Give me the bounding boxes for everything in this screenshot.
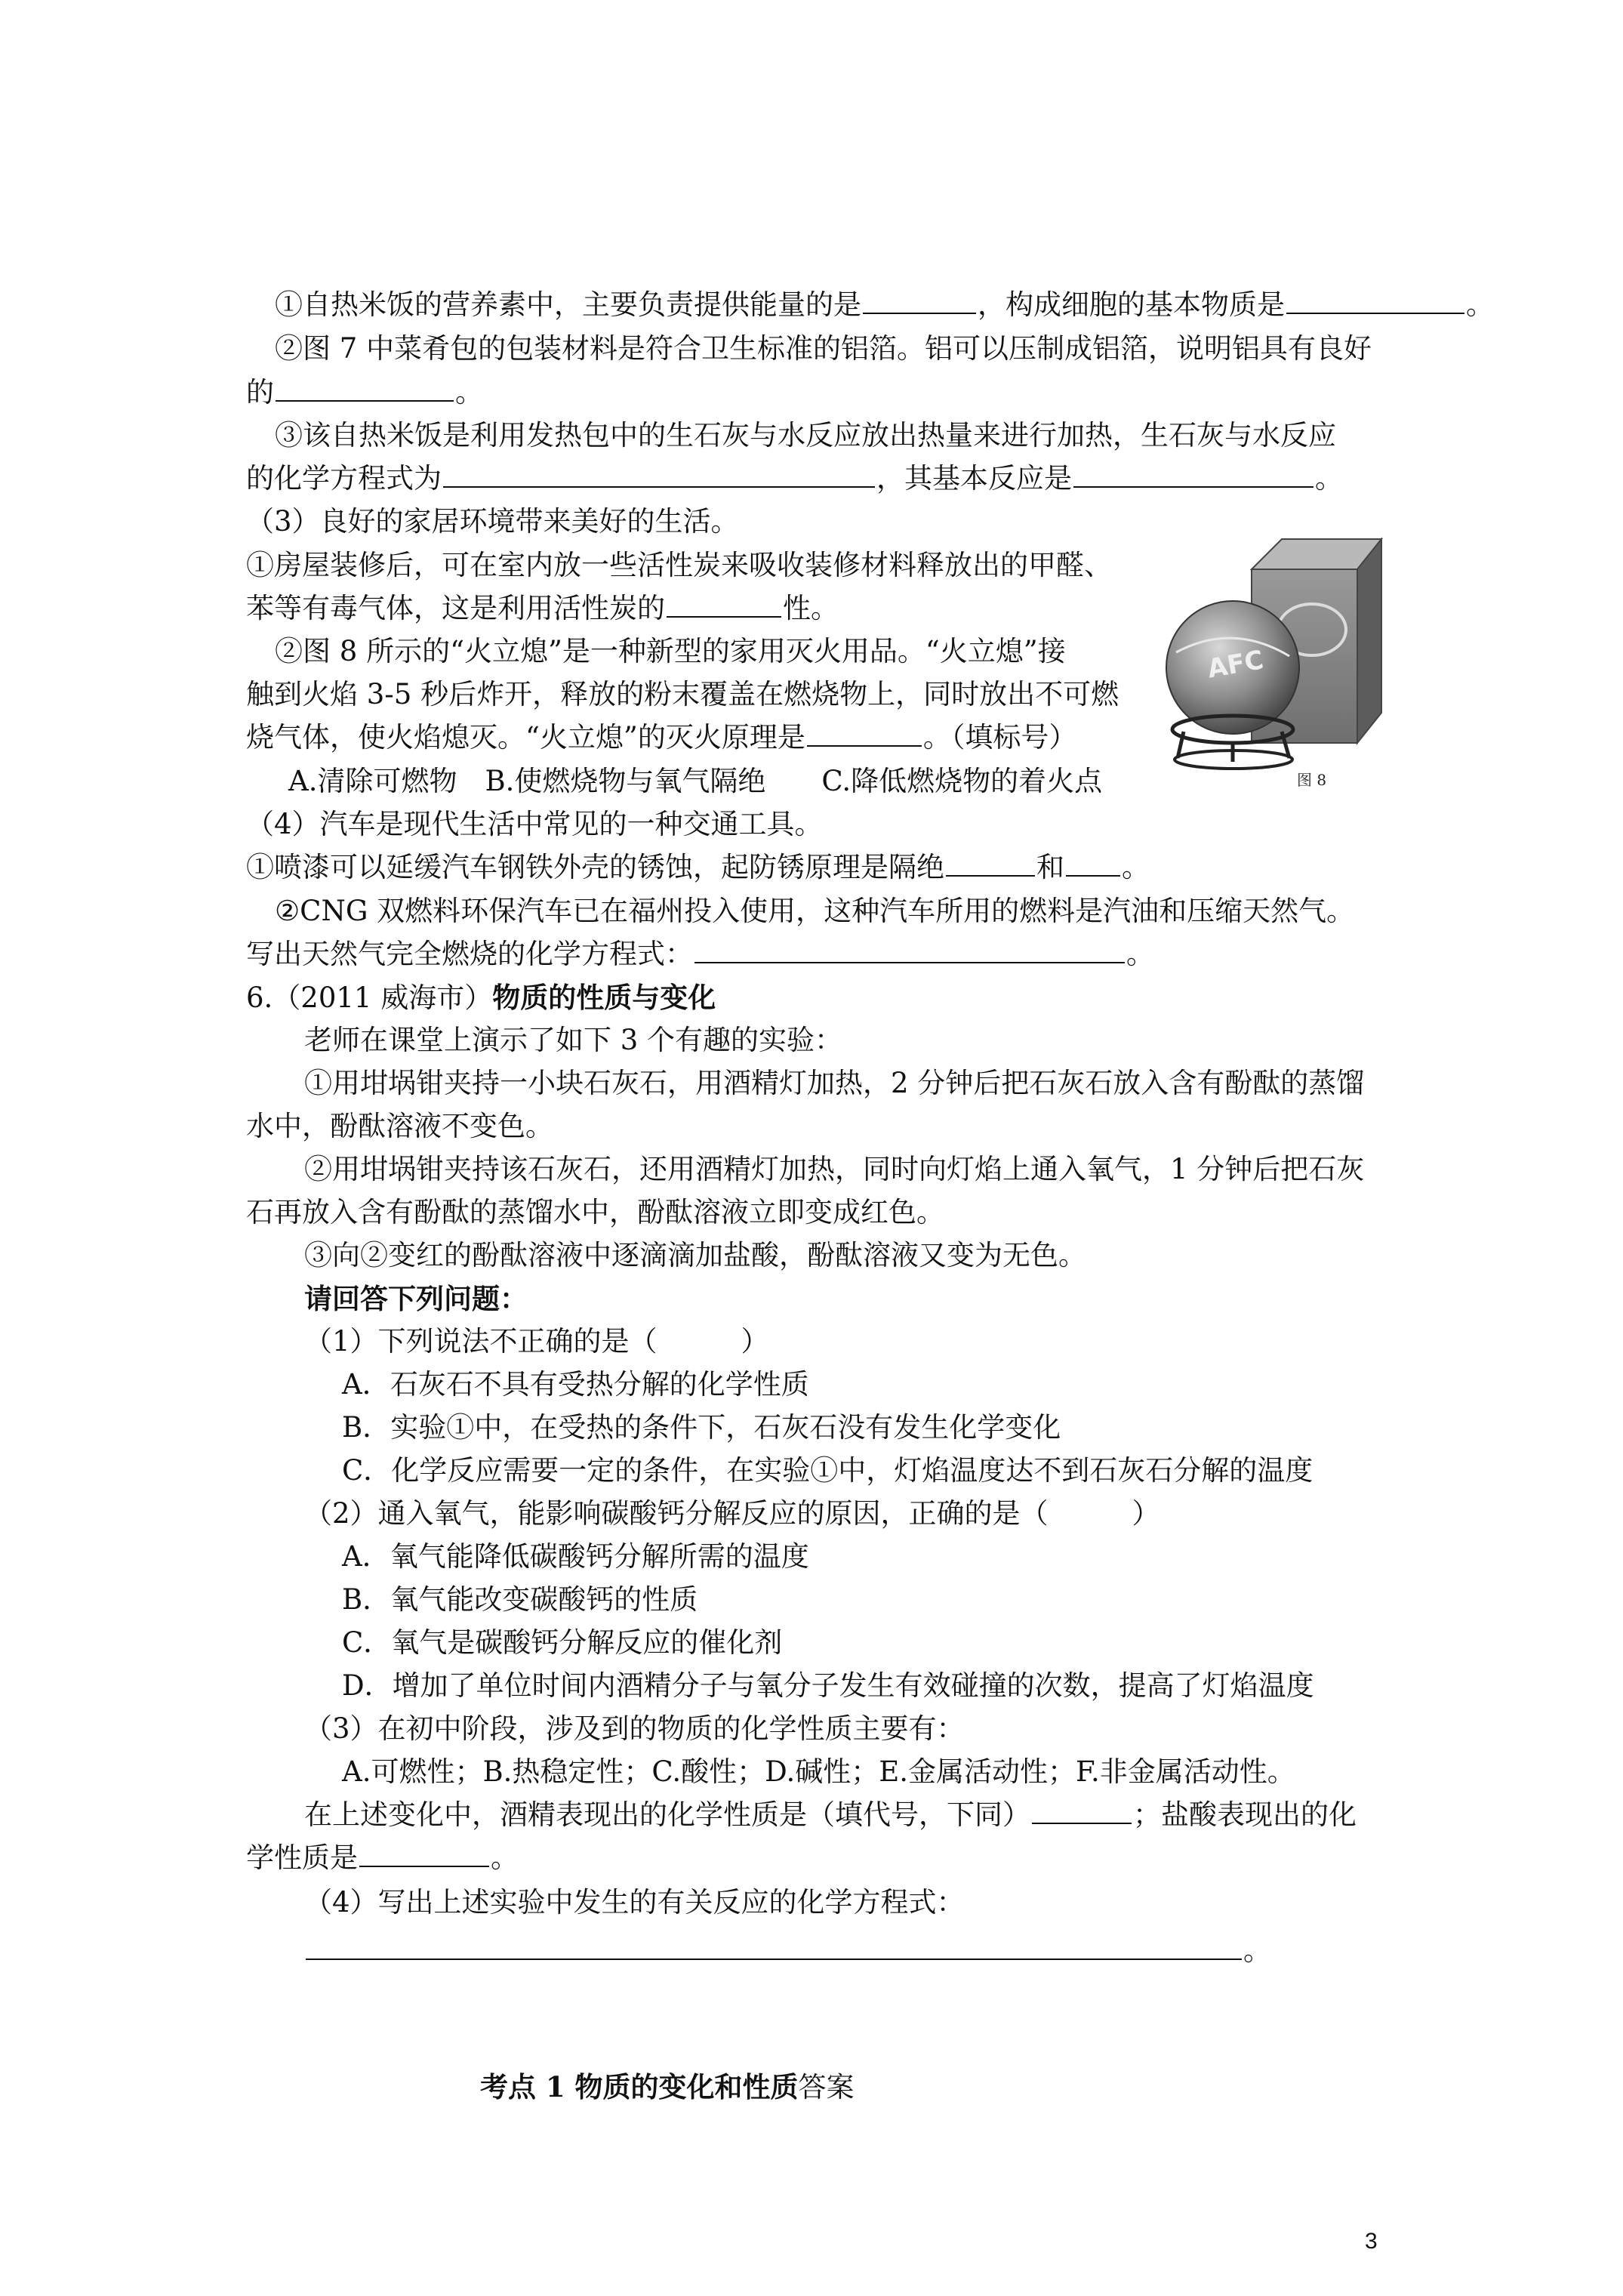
answer-blank[interactable] <box>1286 287 1464 314</box>
answer-blank[interactable] <box>276 374 454 402</box>
s1-line2: ②图 7 中菜肴包的包装材料是符合卫生标准的铝箔。铝可以压制成铝箔，说明铝具有良好 <box>275 332 1372 365</box>
s3-line3: ②图 8 所示的“火立熄”是一种新型的家用灭火用品。“火立熄”接 <box>275 635 1066 667</box>
answer-blank[interactable] <box>863 287 976 314</box>
answer-blank[interactable] <box>807 720 922 747</box>
s4-line2: ②CNG 双燃料环保汽车已在福州投入使用，这种汽车所用的燃料是汽油和压缩天然气。 <box>275 895 1355 927</box>
q6-part1-option-b: B．实验①中，在受热的条件下，石灰石没有发生化学变化 <box>342 1411 1061 1444</box>
q6-part4: （4）写出上述实验中发生的有关反应的化学方程式： <box>304 1886 965 1918</box>
q6-part3-line-a: 在上述变化中，酒精表现出的化学性质是（填代号，下同） ；盐酸表现出的化 <box>304 1798 1357 1831</box>
answer-blank[interactable] <box>946 849 1035 877</box>
s1-line5: 的化学方程式为 ，其基本反应是 。 <box>246 462 1343 495</box>
answer-blank[interactable] <box>306 1933 1242 1960</box>
q6-intro: 老师在课堂上演示了如下 3 个有趣的实验： <box>304 1024 843 1056</box>
q6-heading: 6.（2011 威海市）物质的性质与变化 <box>246 981 716 1014</box>
answer-blank[interactable] <box>1073 461 1313 488</box>
answer-blank[interactable] <box>443 461 875 488</box>
q6-part2-option-a: A．氧气能降低碳酸钙分解所需的温度 <box>342 1540 809 1573</box>
page-number: 3 <box>1365 2229 1378 2254</box>
fire-extinguisher-ball-image <box>1161 532 1387 796</box>
q6-exp1-a: ①用坩埚钳夹持一小块石灰石，用酒精灯加热，2 分钟后把石灰石放入含有酚酞的蒸馏 <box>304 1067 1365 1099</box>
answer-section-title: 考点 1 物质的变化和性质答案 <box>480 2070 855 2103</box>
q6-part2-option-b: B．氧气能改变碳酸钙的性质 <box>342 1583 698 1616</box>
s3-line4: 触到火焰 3-5 秒后炸开，释放的粉末覆盖在燃烧物上，同时放出不可燃 <box>246 678 1119 710</box>
q6-part4-answer: 。 <box>304 1933 1271 1969</box>
q6-part1-option-c: C．化学反应需要一定的条件，在实验①中，灯焰温度达不到石灰石分解的温度 <box>342 1454 1313 1487</box>
s3-line1: ①房屋装修后，可在室内放一些活性炭来吸收装修材料释放出的甲醛、 <box>246 549 1112 581</box>
q6-exp1-b: 水中，酚酞溶液不变色。 <box>246 1110 553 1142</box>
s3-head: （3）良好的家居环境带来美好的生活。 <box>246 505 739 538</box>
q6-exp3: ③向②变红的酚酞溶液中逐滴滴加盐酸，酚酞溶液又变为无色。 <box>304 1239 1086 1271</box>
q6-exp2-b: 石再放入含有酚酞的蒸馏水中，酚酞溶液立即变成红色。 <box>246 1196 944 1228</box>
figure-logo: AFC <box>1205 645 1266 685</box>
q6-part1-option-a: A．石灰石不具有受热分解的化学性质 <box>342 1368 809 1401</box>
s3-line2: 苯等有毒气体，这是利用活性炭的 性。 <box>246 592 839 624</box>
s4-head: （4）汽车是现代生活中常见的一种交通工具。 <box>246 808 823 840</box>
s3-line5: 烧气体，使火焰熄灭。“火立熄”的灭火原理是 。（填标号） <box>246 721 1077 754</box>
s4-line3: 写出天然气完全燃烧的化学方程式： 。 <box>246 938 1154 970</box>
answer-blank[interactable] <box>667 590 781 618</box>
q6-part3-options: A.可燃性；B.热稳定性；C.酸性；D.碱性；E.金属活动性；F.非金属活动性。 <box>342 1755 1295 1788</box>
figure-8 <box>1161 532 1387 796</box>
q6-part3: （3）在初中阶段，涉及到的物质的化学性质主要有： <box>304 1712 965 1745</box>
s1-line1: ①自热米饭的营养素中，主要负责提供能量的是 ，构成细胞的基本物质是 。 <box>275 288 1494 321</box>
s1-line3: 的 。 <box>246 376 483 408</box>
q6-part3-line-b: 学性质是 。 <box>246 1841 519 1874</box>
q6-part1: （1）下列说法不正确的是（ ） <box>304 1325 769 1358</box>
q6-part2-option-d: D．增加了单位时间内酒精分子与氧分子发生有效碰撞的次数，提高了灯焰温度 <box>342 1669 1314 1702</box>
answer-blank[interactable] <box>359 1840 489 1867</box>
answer-blank[interactable] <box>1032 1797 1132 1824</box>
q6-part2: （2）通入氧气，能影响碳酸钙分解反应的原因，正确的是（ ） <box>304 1497 1160 1530</box>
s3-options: A.清除可燃物 B.使燃烧物与氧气隔绝 C.降低燃烧物的着火点 <box>288 765 1103 797</box>
q6-exp2-a: ②用坩埚钳夹持该石灰石，还用酒精灯加热，同时向灯焰上通入氧气，1 分钟后把石灰 <box>304 1153 1365 1185</box>
q6-ask: 请回答下列问题： <box>304 1282 528 1315</box>
answer-blank[interactable] <box>694 936 1125 963</box>
q6-part2-option-c: C．氧气是碳酸钙分解反应的催化剂 <box>342 1626 783 1659</box>
s4-line1: ①喷漆可以延缓汽车钢铁外壳的锈蚀，起防锈原理是隔绝 和 。 <box>246 851 1150 883</box>
answer-blank[interactable] <box>1066 849 1120 877</box>
s1-line4: ③该自热米饭是利用发热包中的生石灰与水反应放出热量来进行加热，生石灰与水反应 <box>275 419 1336 451</box>
figure-caption: 图 8 <box>1297 771 1327 789</box>
